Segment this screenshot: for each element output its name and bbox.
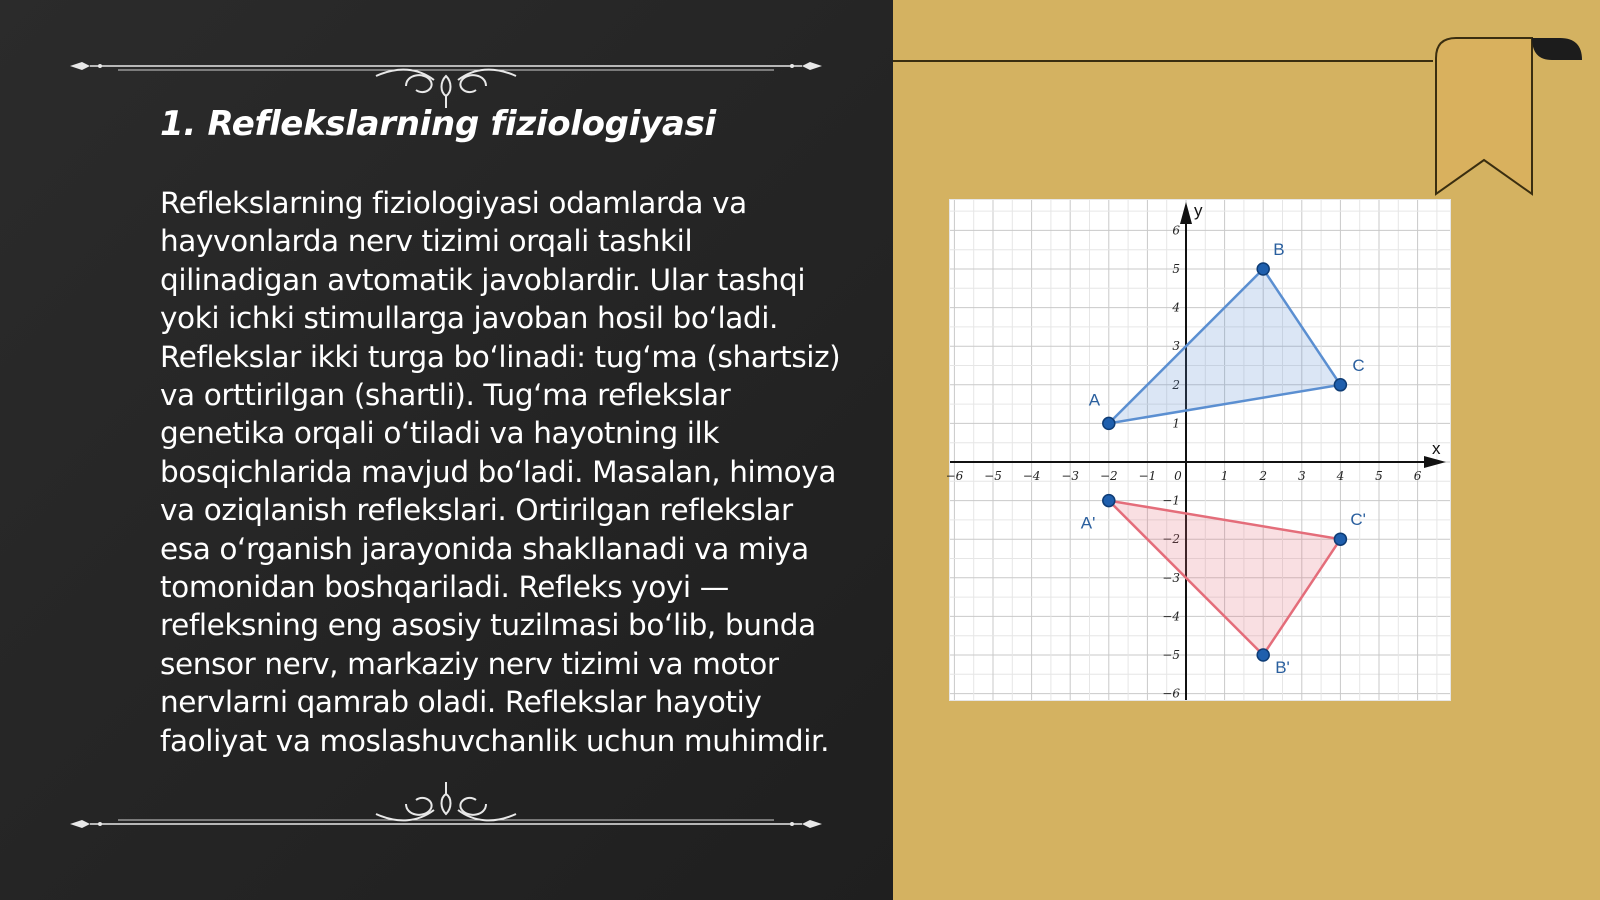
x-tick-label: −4 <box>1022 469 1041 483</box>
point-label: B' <box>1275 658 1290 677</box>
x-tick-label: 5 <box>1375 469 1383 483</box>
slide-title: 1. Reflekslarning fiziologiyasi <box>160 104 716 144</box>
x-tick-label: 1 <box>1220 469 1229 483</box>
y-tick-label: −5 <box>1162 648 1180 662</box>
chart-svg <box>945 200 1450 701</box>
bookmark-ribbon <box>1432 34 1600 204</box>
y-tick-label: 4 <box>1172 300 1180 315</box>
point-c-prime <box>1334 533 1346 545</box>
y-axis-arrow <box>1180 202 1192 224</box>
point-a <box>1103 417 1115 429</box>
x-tick-label: 3 <box>1297 469 1306 483</box>
y-tick-label: 2 <box>1172 377 1180 392</box>
y-axis-label: y <box>1194 201 1203 220</box>
y-tick-label: −2 <box>1162 532 1180 547</box>
point-a-prime <box>1103 495 1115 507</box>
x-tick-label: 2 <box>1259 469 1268 483</box>
x-tick-label: −2 <box>1099 469 1118 483</box>
y-tick-label: 3 <box>1172 339 1180 354</box>
x-tick-label: 4 <box>1336 469 1345 483</box>
y-tick-label: 1 <box>1172 416 1180 431</box>
y-tick-label: −1 <box>1162 493 1180 508</box>
point-label: A <box>1088 390 1101 410</box>
x-tick-label: 0 <box>1174 469 1182 483</box>
x-tick-label: −3 <box>1061 469 1080 483</box>
y-tick-label: 5 <box>1172 262 1180 276</box>
x-axis-label: x <box>1432 439 1441 458</box>
coordinate-chart <box>945 200 1450 701</box>
y-tick-label: −6 <box>1162 686 1180 701</box>
point-label: B <box>1273 240 1285 259</box>
header-rule <box>893 60 1433 62</box>
point-label: C <box>1352 355 1365 375</box>
point-label: A' <box>1080 513 1096 533</box>
point-b <box>1257 263 1269 275</box>
x-tick-label: 6 <box>1413 469 1422 483</box>
bottom-ornament-divider <box>68 772 824 832</box>
y-tick-label: −3 <box>1162 570 1180 585</box>
x-tick-label: −1 <box>1138 469 1157 483</box>
y-tick-label: 6 <box>1172 223 1180 238</box>
point-label: C' <box>1350 510 1366 530</box>
x-tick-label: −5 <box>984 469 1002 483</box>
y-tick-label: −4 <box>1162 609 1180 624</box>
body-paragraph: Reflekslarning fiziologiyasi odamlarda va hayvonlarda nerv tizimi orqali tashkil qilinadigan avtomatik javoblardir. Ular tashqi yoki ichki stimullarga javoban hosil bo‘ladi. Reflekslar ikki turga bo‘linadi: tug‘ma (shartsiz) va orttirilgan (shartli). Tug‘ma reflekslar genetika orqali o‘tiladi va hayotning ilk bosqichlarida mavjud bo‘ladi. Masalan, himoya va oziqlanish reflekslari. Ortirilgan reflekslar esa o‘rganish jarayonida shakllanadi va miya tomonidan boshqariladi. Refleks yoyi — refleksning eng asosiy tuzilmasi bo‘lib, bunda sensor nerv, markaziy nerv tizimi va motor nervlarni qamrab oladi. Reflekslar hayotiy faoliyat va moslashuvchanlik uchun muhimdir. <box>160 186 841 758</box>
point-c <box>1334 379 1346 391</box>
point-b-prime <box>1257 649 1269 661</box>
x-tick-label: −6 <box>945 469 964 483</box>
